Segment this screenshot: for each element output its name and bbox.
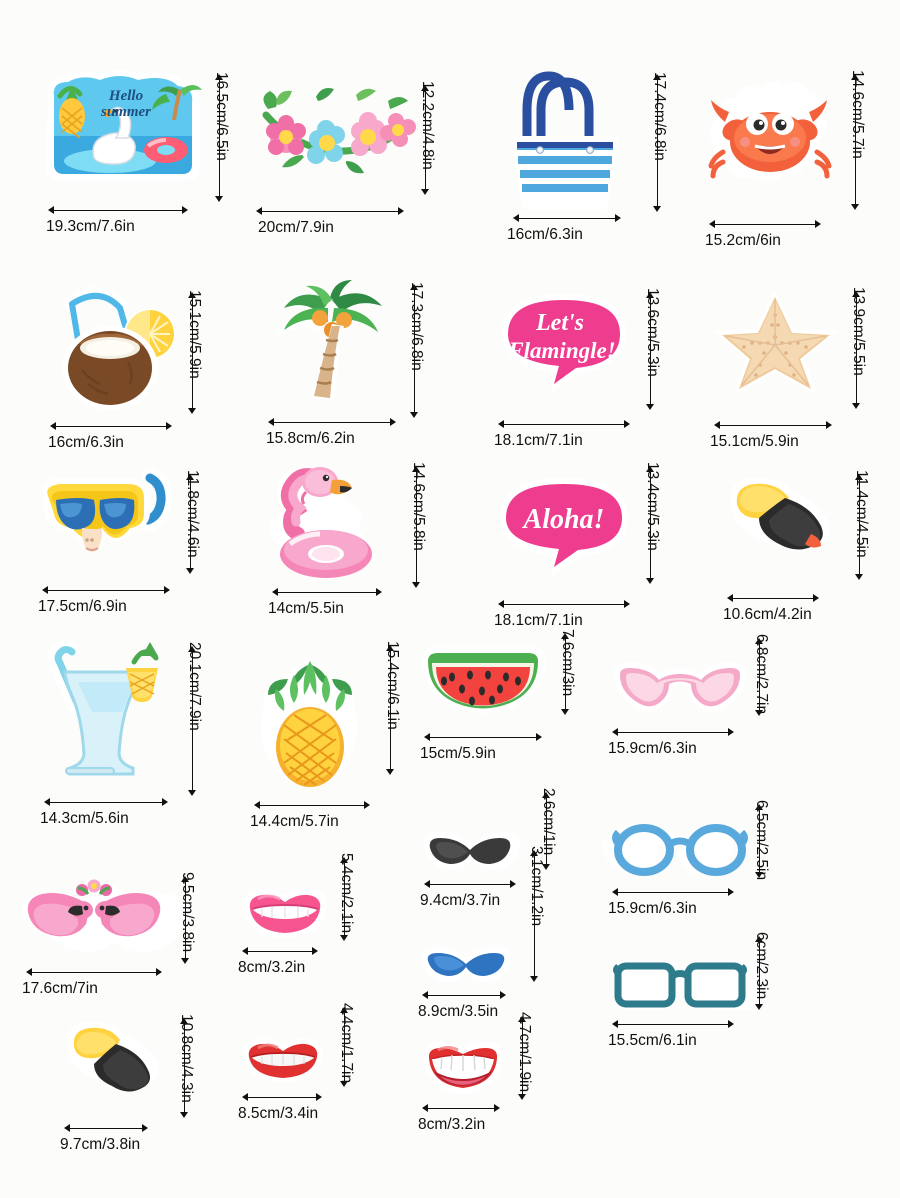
height-label: 7.6cm/3in xyxy=(559,629,576,697)
height-label: 12.2cm/4.8in xyxy=(419,81,436,170)
item-toucan-beak-yellow xyxy=(723,470,885,623)
width-arrow xyxy=(422,1104,500,1113)
width-arrow xyxy=(44,798,168,807)
height-label: 17.3cm/6.8in xyxy=(408,282,425,371)
svg-text:Aloha!: Aloha! xyxy=(523,504,605,535)
width-arrow xyxy=(268,418,396,427)
item-mustache-black xyxy=(420,788,580,940)
width-label: 15.1cm/5.9in xyxy=(710,433,799,450)
pineapple-cocktail-icon xyxy=(42,638,172,798)
item-coconut-drink xyxy=(48,282,213,451)
width-label: 15.8cm/6.2in xyxy=(266,430,355,447)
width-arrow xyxy=(498,420,630,429)
pink-heart-sunglasses-icon xyxy=(610,660,750,720)
width-arrow xyxy=(422,991,506,1000)
item-palm-tree xyxy=(266,278,433,447)
width-label: 8.9cm/3.5in xyxy=(418,1003,499,1020)
width-arrow xyxy=(612,728,734,737)
height-label: 6cm/2.3in xyxy=(753,932,770,1000)
item-flower-garland xyxy=(256,81,446,236)
item-lips-pink xyxy=(238,853,385,995)
item-toucan-beak-small xyxy=(60,1014,212,1153)
width-label: 15.2cm/6in xyxy=(705,232,781,249)
width-label: 15.5cm/6.1in xyxy=(608,1032,697,1049)
smiling-lips-teeth-icon xyxy=(420,1040,506,1096)
width-arrow xyxy=(424,880,516,889)
width-label: 9.7cm/3.8in xyxy=(60,1136,141,1153)
width-arrow xyxy=(424,733,542,742)
width-arrow xyxy=(26,968,162,977)
height-label: 10.8cm/4.3in xyxy=(178,1014,195,1103)
width-label: 8cm/3.2in xyxy=(238,959,306,976)
width-arrow xyxy=(612,888,734,897)
width-arrow xyxy=(242,947,318,956)
width-label: 19.3cm/7.6in xyxy=(46,218,135,235)
item-starfish xyxy=(710,285,882,450)
width-arrow xyxy=(48,206,188,215)
item-lips-smile xyxy=(418,1012,570,1150)
width-label: 15cm/5.9in xyxy=(420,745,496,762)
width-label: 14.4cm/5.7in xyxy=(250,813,339,830)
teal-square-glasses-icon xyxy=(610,958,750,1012)
width-arrow xyxy=(42,586,170,595)
item-flamingo-float xyxy=(266,458,431,617)
item-flamingo-mask xyxy=(18,872,208,1000)
hello-summer-swan-icon xyxy=(40,66,208,186)
starfish-icon xyxy=(712,285,840,397)
coconut-drink-icon xyxy=(48,282,178,412)
width-label: 15.9cm/6.3in xyxy=(608,900,697,917)
width-label: 10.6cm/4.2in xyxy=(723,606,812,623)
height-label: 13.9cm/5.5in xyxy=(850,287,867,376)
width-label: 17.5cm/6.9in xyxy=(38,598,127,615)
svg-text:Flamingle!: Flamingle! xyxy=(508,338,616,363)
width-arrow xyxy=(709,220,821,229)
watermelon-slice-icon xyxy=(418,645,548,713)
item-heart-glasses xyxy=(608,634,780,765)
item-lets-flamingle xyxy=(490,284,670,449)
item-beach-bag xyxy=(505,60,675,243)
width-arrow xyxy=(714,421,832,430)
width-arrow xyxy=(513,214,621,223)
blue-mustache-icon xyxy=(418,945,514,983)
width-label: 8.5cm/3.4in xyxy=(238,1105,319,1122)
height-label: 11.4cm/4.5in xyxy=(853,470,870,558)
width-label: 16cm/6.3in xyxy=(507,226,583,243)
height-label: 4.7cm/1.9in xyxy=(516,1012,533,1093)
height-label: 14.6cm/5.7in xyxy=(849,70,866,159)
item-pineapple xyxy=(250,641,420,830)
item-cocktail-glass xyxy=(40,638,222,827)
height-label: 3.1cm/1.2in xyxy=(528,846,545,927)
svg-text:Let's: Let's xyxy=(536,310,584,336)
item-hello-summer-swan xyxy=(40,66,230,235)
height-label: 5.4cm/2.1in xyxy=(338,853,355,934)
width-label: 18.1cm/7.1in xyxy=(494,432,583,449)
width-label: 15.9cm/6.3in xyxy=(608,740,697,757)
item-teal-glasses xyxy=(608,932,780,1063)
height-label: 17.4cm/6.8in xyxy=(651,72,668,161)
width-arrow xyxy=(272,588,382,597)
width-arrow xyxy=(256,207,404,216)
pink-lips-icon xyxy=(240,885,330,941)
height-label: 2.6cm/1in xyxy=(540,788,557,856)
height-label: 6.5cm/2.5in xyxy=(753,800,770,881)
width-arrow xyxy=(498,600,630,609)
height-label: 6.8cm/2.7in xyxy=(753,634,770,715)
palm-tree-icon xyxy=(268,278,398,408)
height-label: 13.4cm/5.3in xyxy=(644,462,661,551)
height-label: 13.6cm/5.3in xyxy=(644,288,661,377)
height-label: 9.5cm/3.8in xyxy=(179,872,196,953)
height-label: 14.6cm/5.8in xyxy=(410,462,427,551)
width-label: 20cm/7.9in xyxy=(258,219,334,236)
svg-text:summer: summer xyxy=(100,104,152,120)
black-mustache-icon xyxy=(420,830,526,870)
crab-icon xyxy=(705,78,835,193)
width-arrow xyxy=(64,1124,148,1133)
width-arrow xyxy=(727,594,819,603)
width-label: 17.6cm/7in xyxy=(22,980,98,997)
item-lips-red xyxy=(238,1003,385,1145)
diving-mask-icon xyxy=(34,466,174,576)
flower-garland-icon xyxy=(256,85,416,185)
item-aloha xyxy=(490,462,670,629)
lets-flamingle-bubble-icon xyxy=(490,284,638,402)
height-label: 16.5cm/6.5in xyxy=(213,72,230,161)
width-label: 18.1cm/7.1in xyxy=(494,612,583,629)
height-label: 20.1cm/7.9in xyxy=(186,642,203,731)
svg-text:Hello: Hello xyxy=(108,88,144,104)
aloha-bubble-icon xyxy=(490,470,638,582)
width-label: 14.3cm/5.6in xyxy=(40,810,129,827)
toucan-beak-small-icon xyxy=(62,1018,162,1110)
blue-round-glasses-icon xyxy=(610,822,750,880)
flamingo-pair-mask-icon xyxy=(18,880,170,958)
item-watermelon xyxy=(418,629,583,762)
height-label: 15.4cm/6.1in xyxy=(384,641,401,730)
width-arrow xyxy=(242,1093,322,1102)
striped-beach-bag-icon xyxy=(505,60,625,212)
width-arrow xyxy=(50,422,172,431)
height-label: 4.4cm/1.7in xyxy=(338,1003,355,1084)
item-diving-mask xyxy=(34,466,209,615)
width-label: 16cm/6.3in xyxy=(48,434,124,451)
width-label: 8cm/3.2in xyxy=(418,1116,486,1133)
item-blue-glasses xyxy=(608,800,780,927)
toucan-beak-yellow-icon xyxy=(725,470,835,575)
pineapple-icon xyxy=(250,655,370,795)
item-crab xyxy=(705,70,880,249)
width-arrow xyxy=(612,1020,734,1029)
height-label: 11.8cm/4.6in xyxy=(184,470,201,558)
flamingo-float-icon xyxy=(266,458,386,588)
width-arrow xyxy=(254,801,370,810)
width-label: 14cm/5.5in xyxy=(268,600,344,617)
red-lips-icon xyxy=(240,1035,326,1085)
width-label: 9.4cm/3.7in xyxy=(420,892,501,909)
height-label: 15.1cm/5.9in xyxy=(186,290,203,379)
